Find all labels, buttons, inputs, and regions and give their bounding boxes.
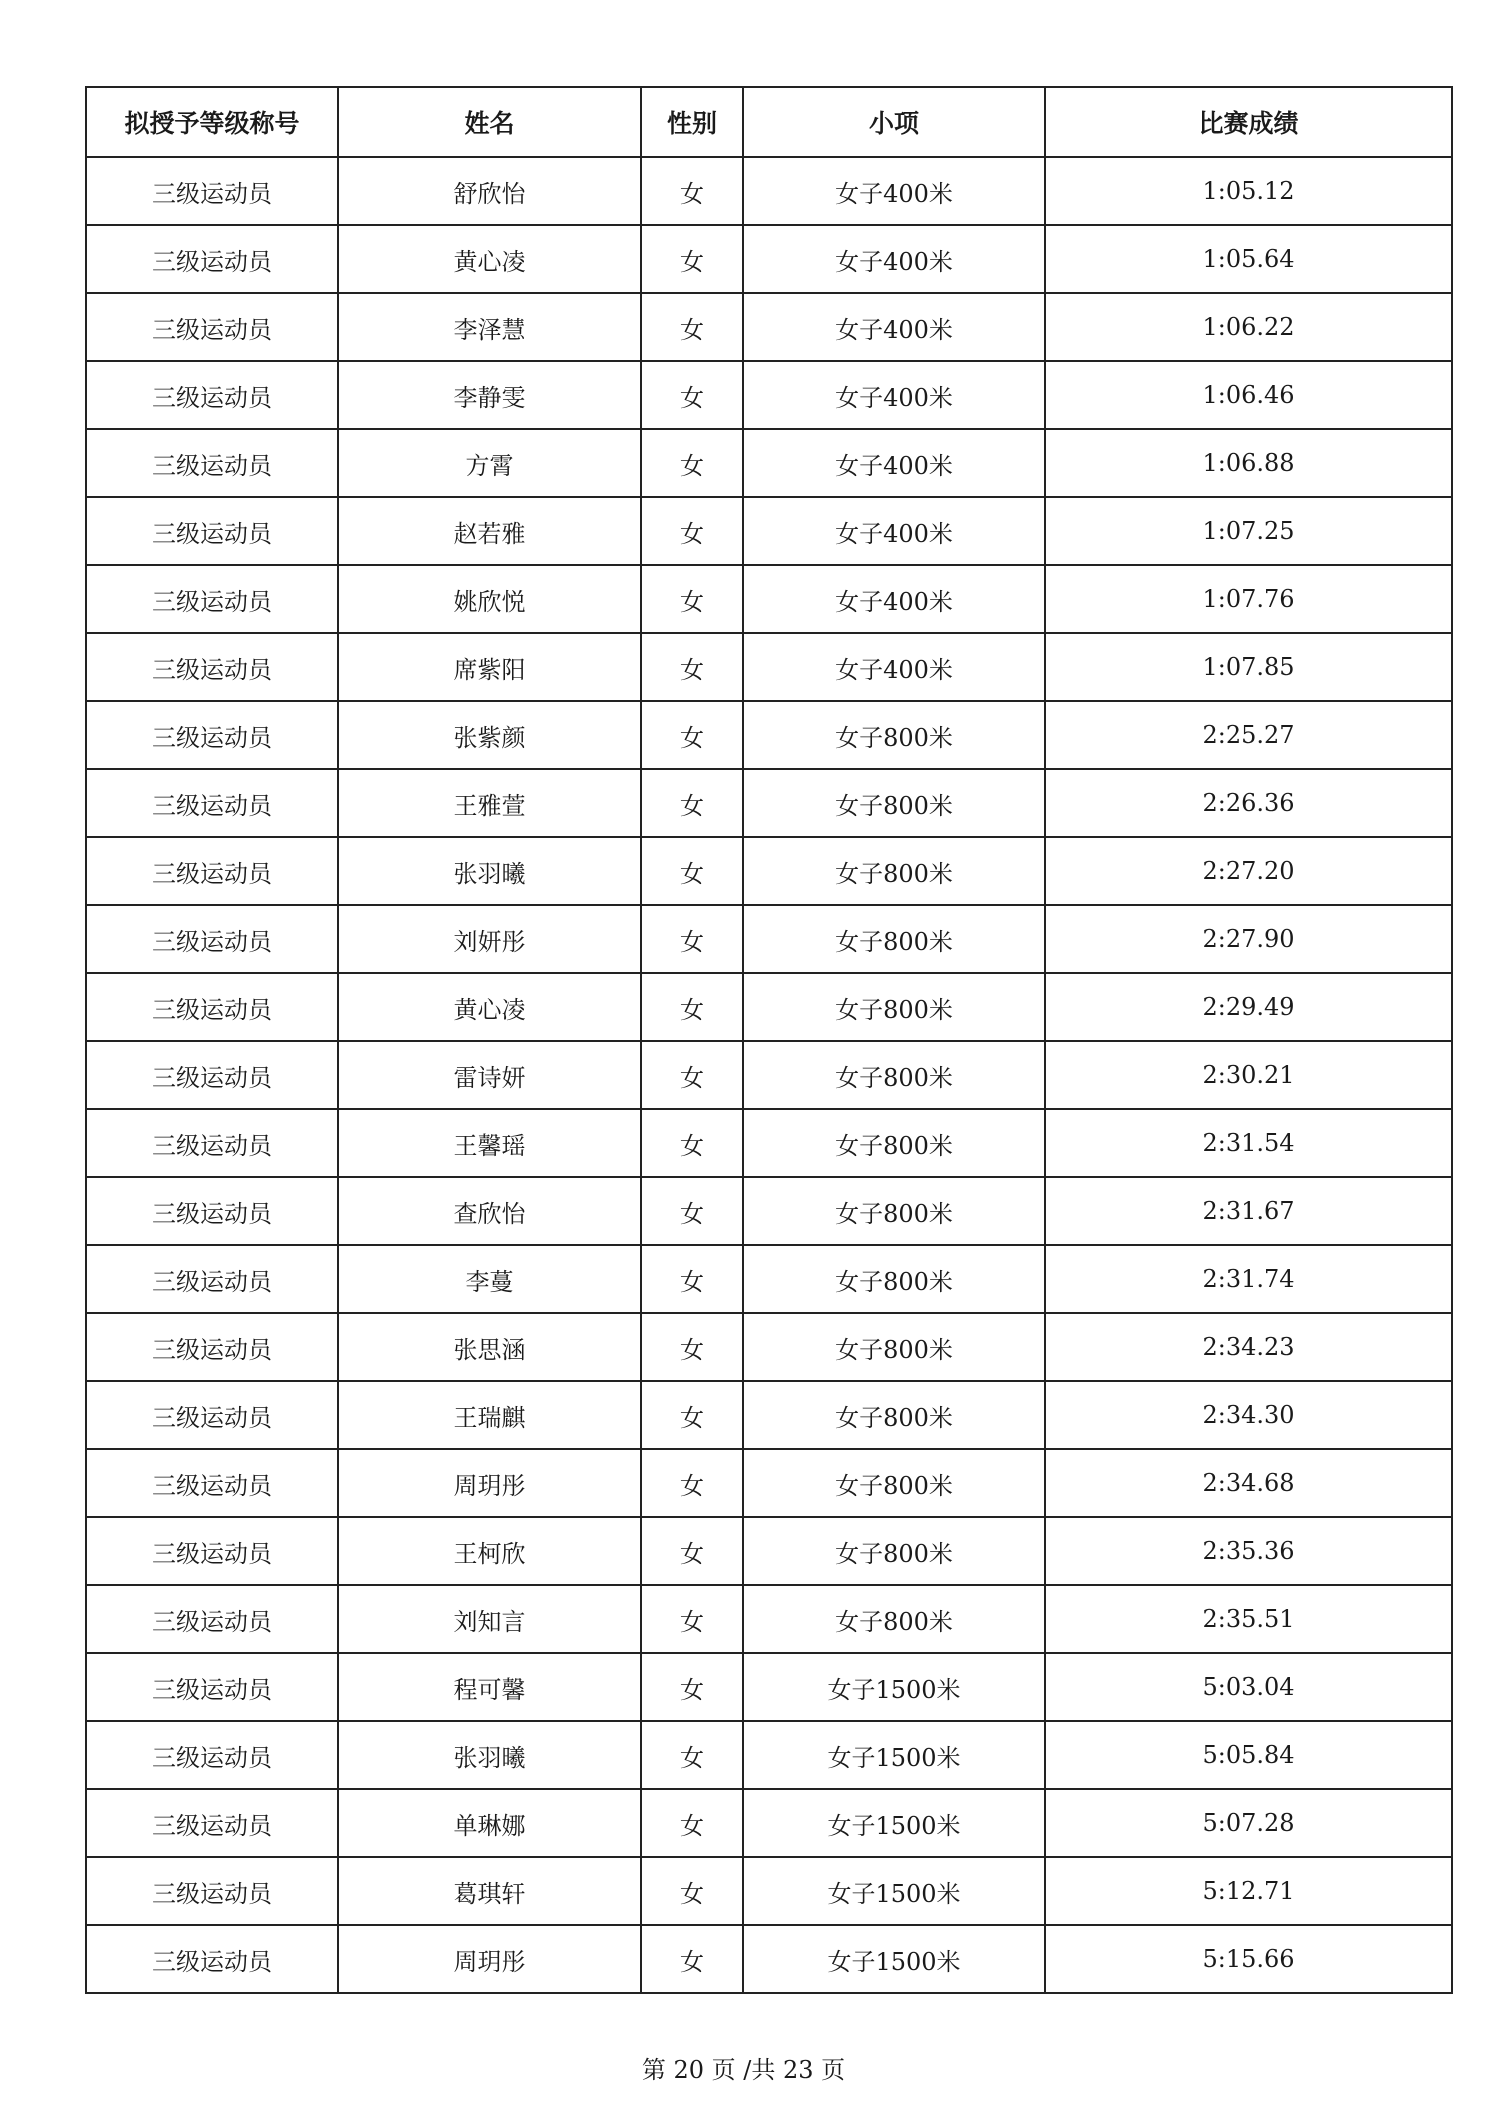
cell-rank-title: 三级运动员 bbox=[86, 497, 338, 565]
cell-result: 1:06.46 bbox=[1045, 361, 1452, 429]
cell-name: 王馨瑶 bbox=[338, 1109, 641, 1177]
cell-result: 2:30.21 bbox=[1045, 1041, 1452, 1109]
cell-result: 2:35.36 bbox=[1045, 1517, 1452, 1585]
cell-rank-title: 三级运动员 bbox=[86, 973, 338, 1041]
cell-event: 女子400米 bbox=[743, 497, 1045, 565]
cell-name: 李蔓 bbox=[338, 1245, 641, 1313]
table-row bbox=[86, 1789, 1452, 1857]
cell-event: 女子800米 bbox=[743, 701, 1045, 769]
table-row bbox=[86, 225, 1452, 293]
cell-event: 女子1500米 bbox=[743, 1653, 1045, 1721]
header-rank-title: 拟授予等级称号 bbox=[86, 87, 338, 157]
table-row bbox=[86, 565, 1452, 633]
cell-result: 1:06.88 bbox=[1045, 429, 1452, 497]
cell-rank-title: 三级运动员 bbox=[86, 1449, 338, 1517]
cell-result: 2:34.68 bbox=[1045, 1449, 1452, 1517]
cell-result: 5:15.66 bbox=[1045, 1925, 1452, 1993]
cell-event: 女子400米 bbox=[743, 225, 1045, 293]
cell-gender: 女 bbox=[641, 1721, 743, 1789]
table-row bbox=[86, 837, 1452, 905]
header-gender: 性别 bbox=[641, 87, 743, 157]
cell-rank-title: 三级运动员 bbox=[86, 1721, 338, 1789]
cell-name: 姚欣悦 bbox=[338, 565, 641, 633]
cell-event: 女子400米 bbox=[743, 565, 1045, 633]
table-row bbox=[86, 701, 1452, 769]
table-row bbox=[86, 1721, 1452, 1789]
cell-result: 2:25.27 bbox=[1045, 701, 1452, 769]
cell-rank-title: 三级运动员 bbox=[86, 1517, 338, 1585]
cell-rank-title: 三级运动员 bbox=[86, 225, 338, 293]
cell-name: 黄心凌 bbox=[338, 225, 641, 293]
cell-name: 刘妍彤 bbox=[338, 905, 641, 973]
cell-gender: 女 bbox=[641, 1177, 743, 1245]
athlete-rank-table bbox=[85, 86, 1453, 1994]
cell-event: 女子400米 bbox=[743, 429, 1045, 497]
cell-rank-title: 三级运动员 bbox=[86, 361, 338, 429]
table-row bbox=[86, 293, 1452, 361]
cell-rank-title: 三级运动员 bbox=[86, 1789, 338, 1857]
cell-rank-title: 三级运动员 bbox=[86, 701, 338, 769]
cell-name: 刘知言 bbox=[338, 1585, 641, 1653]
cell-rank-title: 三级运动员 bbox=[86, 1313, 338, 1381]
cell-gender: 女 bbox=[641, 1313, 743, 1381]
cell-gender: 女 bbox=[641, 1109, 743, 1177]
table-row bbox=[86, 1041, 1452, 1109]
cell-gender: 女 bbox=[641, 1449, 743, 1517]
cell-rank-title: 三级运动员 bbox=[86, 633, 338, 701]
cell-gender: 女 bbox=[641, 1381, 743, 1449]
table-row bbox=[86, 973, 1452, 1041]
cell-gender: 女 bbox=[641, 1789, 743, 1857]
table-row bbox=[86, 1449, 1452, 1517]
cell-name: 葛琪轩 bbox=[338, 1857, 641, 1925]
table-row bbox=[86, 1109, 1452, 1177]
cell-gender: 女 bbox=[641, 497, 743, 565]
cell-rank-title: 三级运动员 bbox=[86, 1585, 338, 1653]
cell-event: 女子1500米 bbox=[743, 1789, 1045, 1857]
cell-event: 女子800米 bbox=[743, 973, 1045, 1041]
cell-gender: 女 bbox=[641, 769, 743, 837]
cell-rank-title: 三级运动员 bbox=[86, 157, 338, 225]
cell-result: 2:34.23 bbox=[1045, 1313, 1452, 1381]
cell-name: 方霄 bbox=[338, 429, 641, 497]
table-row bbox=[86, 1925, 1452, 1993]
table-row bbox=[86, 1857, 1452, 1925]
cell-result: 2:35.51 bbox=[1045, 1585, 1452, 1653]
cell-result: 2:34.30 bbox=[1045, 1381, 1452, 1449]
cell-event: 女子800米 bbox=[743, 837, 1045, 905]
cell-event: 女子400米 bbox=[743, 633, 1045, 701]
cell-gender: 女 bbox=[641, 225, 743, 293]
cell-rank-title: 三级运动员 bbox=[86, 769, 338, 837]
table-row bbox=[86, 1653, 1452, 1721]
cell-gender: 女 bbox=[641, 1041, 743, 1109]
cell-result: 1:05.12 bbox=[1045, 157, 1452, 225]
cell-name: 周玥彤 bbox=[338, 1449, 641, 1517]
cell-gender: 女 bbox=[641, 633, 743, 701]
cell-gender: 女 bbox=[641, 837, 743, 905]
header-result: 比赛成绩 bbox=[1045, 87, 1452, 157]
cell-name: 王瑞麒 bbox=[338, 1381, 641, 1449]
cell-name: 张羽曦 bbox=[338, 1721, 641, 1789]
cell-rank-title: 三级运动员 bbox=[86, 429, 338, 497]
cell-result: 5:05.84 bbox=[1045, 1721, 1452, 1789]
cell-name: 舒欣怡 bbox=[338, 157, 641, 225]
cell-event: 女子800米 bbox=[743, 1585, 1045, 1653]
cell-gender: 女 bbox=[641, 1925, 743, 1993]
table-body bbox=[86, 157, 1452, 1993]
cell-event: 女子800米 bbox=[743, 1041, 1045, 1109]
cell-rank-title: 三级运动员 bbox=[86, 1245, 338, 1313]
cell-event: 女子800米 bbox=[743, 1517, 1045, 1585]
cell-gender: 女 bbox=[641, 1857, 743, 1925]
cell-name: 周玥彤 bbox=[338, 1925, 641, 1993]
cell-result: 2:31.74 bbox=[1045, 1245, 1452, 1313]
table-row bbox=[86, 497, 1452, 565]
cell-name: 黄心凌 bbox=[338, 973, 641, 1041]
cell-event: 女子800米 bbox=[743, 905, 1045, 973]
cell-event: 女子400米 bbox=[743, 361, 1045, 429]
cell-rank-title: 三级运动员 bbox=[86, 565, 338, 633]
cell-rank-title: 三级运动员 bbox=[86, 1381, 338, 1449]
cell-result: 2:29.49 bbox=[1045, 973, 1452, 1041]
cell-event: 女子800米 bbox=[743, 769, 1045, 837]
cell-name: 张思涵 bbox=[338, 1313, 641, 1381]
cell-name: 王柯欣 bbox=[338, 1517, 641, 1585]
table-row bbox=[86, 429, 1452, 497]
cell-event: 女子1500米 bbox=[743, 1721, 1045, 1789]
cell-gender: 女 bbox=[641, 1585, 743, 1653]
cell-rank-title: 三级运动员 bbox=[86, 1109, 338, 1177]
cell-result: 1:07.25 bbox=[1045, 497, 1452, 565]
table-header-row bbox=[86, 87, 1452, 157]
cell-rank-title: 三级运动员 bbox=[86, 905, 338, 973]
cell-event: 女子400米 bbox=[743, 157, 1045, 225]
cell-event: 女子1500米 bbox=[743, 1857, 1045, 1925]
cell-name: 赵若雅 bbox=[338, 497, 641, 565]
cell-event: 女子400米 bbox=[743, 293, 1045, 361]
cell-rank-title: 三级运动员 bbox=[86, 1857, 338, 1925]
header-event: 小项 bbox=[743, 87, 1045, 157]
table-row bbox=[86, 361, 1452, 429]
cell-event: 女子800米 bbox=[743, 1177, 1045, 1245]
cell-result: 1:07.76 bbox=[1045, 565, 1452, 633]
cell-result: 5:07.28 bbox=[1045, 1789, 1452, 1857]
cell-name: 单琳娜 bbox=[338, 1789, 641, 1857]
cell-name: 李泽慧 bbox=[338, 293, 641, 361]
table-row bbox=[86, 769, 1452, 837]
cell-gender: 女 bbox=[641, 701, 743, 769]
table-row bbox=[86, 1177, 1452, 1245]
cell-gender: 女 bbox=[641, 293, 743, 361]
cell-rank-title: 三级运动员 bbox=[86, 1653, 338, 1721]
table-row bbox=[86, 1517, 1452, 1585]
cell-gender: 女 bbox=[641, 1517, 743, 1585]
cell-result: 1:07.85 bbox=[1045, 633, 1452, 701]
cell-event: 女子800米 bbox=[743, 1245, 1045, 1313]
cell-result: 2:27.20 bbox=[1045, 837, 1452, 905]
cell-name: 张紫颜 bbox=[338, 701, 641, 769]
cell-rank-title: 三级运动员 bbox=[86, 1925, 338, 1993]
table-row bbox=[86, 1585, 1452, 1653]
cell-rank-title: 三级运动员 bbox=[86, 1041, 338, 1109]
cell-result: 5:12.71 bbox=[1045, 1857, 1452, 1925]
cell-result: 2:27.90 bbox=[1045, 905, 1452, 973]
cell-gender: 女 bbox=[641, 429, 743, 497]
cell-event: 女子800米 bbox=[743, 1449, 1045, 1517]
cell-name: 雷诗妍 bbox=[338, 1041, 641, 1109]
cell-name: 查欣怡 bbox=[338, 1177, 641, 1245]
cell-name: 李静雯 bbox=[338, 361, 641, 429]
cell-result: 1:06.22 bbox=[1045, 293, 1452, 361]
table-row bbox=[86, 905, 1452, 973]
cell-name: 席紫阳 bbox=[338, 633, 641, 701]
cell-gender: 女 bbox=[641, 565, 743, 633]
cell-event: 女子1500米 bbox=[743, 1925, 1045, 1993]
cell-event: 女子800米 bbox=[743, 1313, 1045, 1381]
cell-event: 女子800米 bbox=[743, 1109, 1045, 1177]
cell-gender: 女 bbox=[641, 361, 743, 429]
cell-name: 王雅萱 bbox=[338, 769, 641, 837]
cell-rank-title: 三级运动员 bbox=[86, 293, 338, 361]
cell-result: 2:31.54 bbox=[1045, 1109, 1452, 1177]
cell-rank-title: 三级运动员 bbox=[86, 837, 338, 905]
header-name: 姓名 bbox=[338, 87, 641, 157]
cell-gender: 女 bbox=[641, 1245, 743, 1313]
cell-event: 女子800米 bbox=[743, 1381, 1045, 1449]
table-row bbox=[86, 157, 1452, 225]
cell-name: 张羽曦 bbox=[338, 837, 641, 905]
table-row bbox=[86, 1245, 1452, 1313]
cell-result: 1:05.64 bbox=[1045, 225, 1452, 293]
cell-gender: 女 bbox=[641, 157, 743, 225]
cell-gender: 女 bbox=[641, 973, 743, 1041]
cell-name: 程可馨 bbox=[338, 1653, 641, 1721]
table-row bbox=[86, 1313, 1452, 1381]
cell-gender: 女 bbox=[641, 1653, 743, 1721]
table-row bbox=[86, 633, 1452, 701]
cell-rank-title: 三级运动员 bbox=[86, 1177, 338, 1245]
cell-gender: 女 bbox=[641, 905, 743, 973]
cell-result: 2:31.67 bbox=[1045, 1177, 1452, 1245]
cell-result: 2:26.36 bbox=[1045, 769, 1452, 837]
page-number: 第 20 页 /共 23 页 bbox=[641, 2056, 846, 2084]
table-row bbox=[86, 1381, 1452, 1449]
cell-result: 5:03.04 bbox=[1045, 1653, 1452, 1721]
